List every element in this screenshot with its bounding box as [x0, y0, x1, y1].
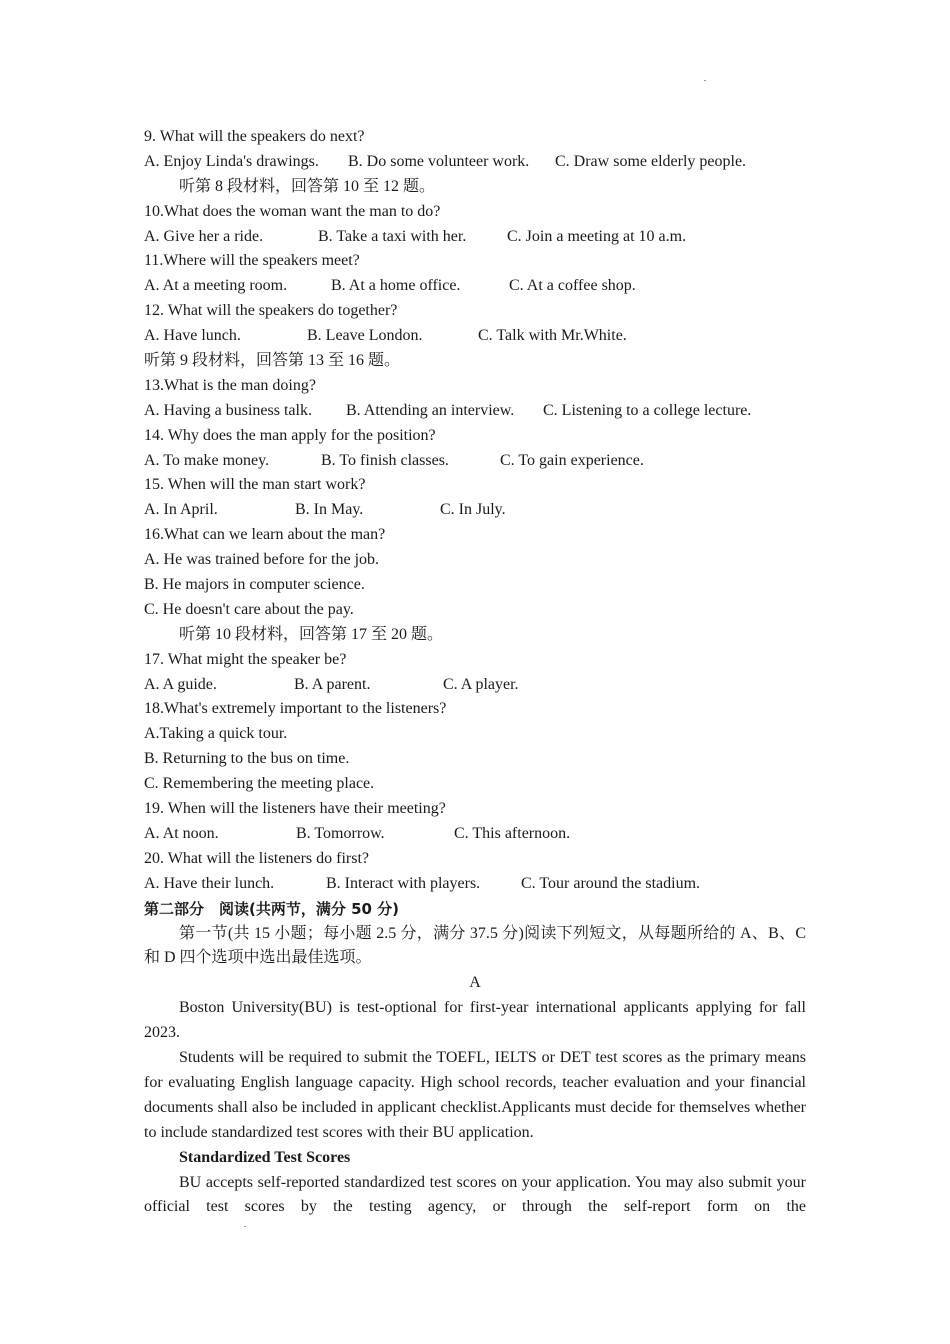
section-instruction: 听第 8 段材料，回答第 10 至 12 题。 — [179, 177, 436, 195]
option-c: C. At a coffee shop. — [509, 277, 636, 295]
passage-paragraph-2: Students will be required to submit the TOEFL, IELTS or DET test scores as the primary means for evaluating English language capacity. High school records, teacher evaluation and your financial documents shall also be included in applicant checklist.Applicants must decide for themselves whether to include standardized test scores with their BU application. — [144, 1049, 806, 1141]
option-a: A. Have lunch. — [144, 327, 241, 345]
options-row — [144, 822, 806, 847]
option-a: A. To make money. — [144, 451, 270, 469]
option-b: B. Interact with players. — [326, 874, 481, 892]
option-c: C. He doesn't care about the pay. — [144, 600, 354, 618]
option-a: A. In April. — [144, 501, 218, 519]
exam-page — [144, 125, 806, 1220]
option-b: B. Attending an interview. — [346, 401, 515, 419]
options-row — [144, 225, 806, 250]
options-row — [144, 324, 806, 349]
option-b: B. Do some volunteer work. — [348, 152, 530, 170]
options-row — [144, 150, 806, 175]
option-c: C. Talk with Mr.White. — [478, 327, 627, 345]
passage-label: A — [469, 974, 481, 992]
option-b: B. Tomorrow. — [296, 824, 385, 842]
question-13: 13.What is the man doing? — [144, 376, 316, 394]
part2-heading: 第二部分 阅读(共两节，满分 50 分) — [144, 899, 400, 918]
option-b: B. At a home office. — [331, 277, 461, 295]
question-15: 15. When will the man start work? — [144, 476, 366, 494]
question-12: 12. What will the speakers do together? — [144, 302, 398, 320]
option-a: A. Have their lunch. — [144, 874, 275, 892]
option-a: A. Having a business talk. — [144, 401, 312, 419]
option-c: C. Join a meeting at 10 a.m. — [507, 227, 687, 245]
option-a: A. He was trained before for the job. — [144, 551, 380, 569]
option-b: B. To finish classes. — [321, 451, 449, 469]
option-a: A. At noon. — [144, 824, 219, 842]
options-row — [144, 498, 806, 523]
options-row — [144, 399, 806, 424]
options-row — [144, 673, 806, 698]
option-c: C. A player. — [443, 675, 519, 693]
part2-instructions: 第一节(共 15 小题；每小题 2.5 分，满分 37.5 分)阅读下列短文，从每题所给的 A、B、C 和 D 四个选项中选出最佳选项。 — [144, 924, 806, 967]
question-17: 17. What might the speaker be? — [144, 650, 347, 668]
section-instruction: 听第 10 段材料，回答第 17 至 20 题。 — [179, 625, 444, 643]
option-a: A. Give her a ride. — [144, 227, 264, 245]
option-b: B. A parent. — [294, 675, 371, 693]
option-c: C. Remembering the meeting place. — [144, 775, 375, 793]
question-20: 20. What will the listeners do first? — [144, 849, 369, 867]
scan-artifact — [244, 1226, 246, 1227]
option-c: C. Draw some elderly people. — [555, 152, 747, 170]
option-a: A. Enjoy Linda's drawings. — [144, 152, 319, 170]
option-b: B. In May. — [295, 501, 364, 519]
section-instruction: 听第 9 段材料，回答第 13 至 16 题。 — [144, 352, 401, 370]
question-10: 10.What does the woman want the man to do? — [144, 202, 441, 220]
question-19: 19. When will the listeners have their meeting? — [144, 800, 446, 818]
option-c: C. Listening to a college lecture. — [543, 401, 752, 419]
question-18: 18.What's extremely important to the listeners? — [144, 700, 447, 718]
question-14: 14. Why does the man apply for the position? — [144, 426, 436, 444]
scan-artifact — [704, 80, 706, 81]
option-b: B. Take a taxi with her. — [318, 227, 467, 245]
option-a: A. At a meeting room. — [144, 277, 288, 295]
option-c: C. In July. — [440, 501, 506, 519]
passage-subheading: Standardized Test Scores — [179, 1148, 351, 1166]
options-row — [144, 449, 806, 474]
option-a: A. A guide. — [144, 675, 217, 693]
option-b: B. He majors in computer science. — [144, 576, 365, 594]
option-c: C. This afternoon. — [454, 824, 571, 842]
option-c: C. Tour around the stadium. — [521, 874, 701, 892]
options-row — [144, 274, 806, 299]
question-9: 9. What will the speakers do next? — [144, 128, 365, 145]
passage-paragraph-3: BU accepts self-reported standardized test scores on your application. You may also submit your official test scores by the testing agency, or through the self-report form on the — [144, 1173, 806, 1216]
passage-paragraph-1: Boston University(BU) is test-optional for first-year international applicants applying for fall 2023. — [144, 999, 806, 1042]
option-b: B. Leave London. — [307, 327, 423, 345]
option-a: A.Taking a quick tour. — [144, 725, 288, 743]
option-b: B. Returning to the bus on time. — [144, 750, 350, 768]
question-11: 11.Where will the speakers meet? — [144, 252, 360, 270]
options-row — [144, 872, 806, 897]
question-16: 16.What can we learn about the man? — [144, 526, 386, 544]
option-c: C. To gain experience. — [500, 451, 644, 469]
